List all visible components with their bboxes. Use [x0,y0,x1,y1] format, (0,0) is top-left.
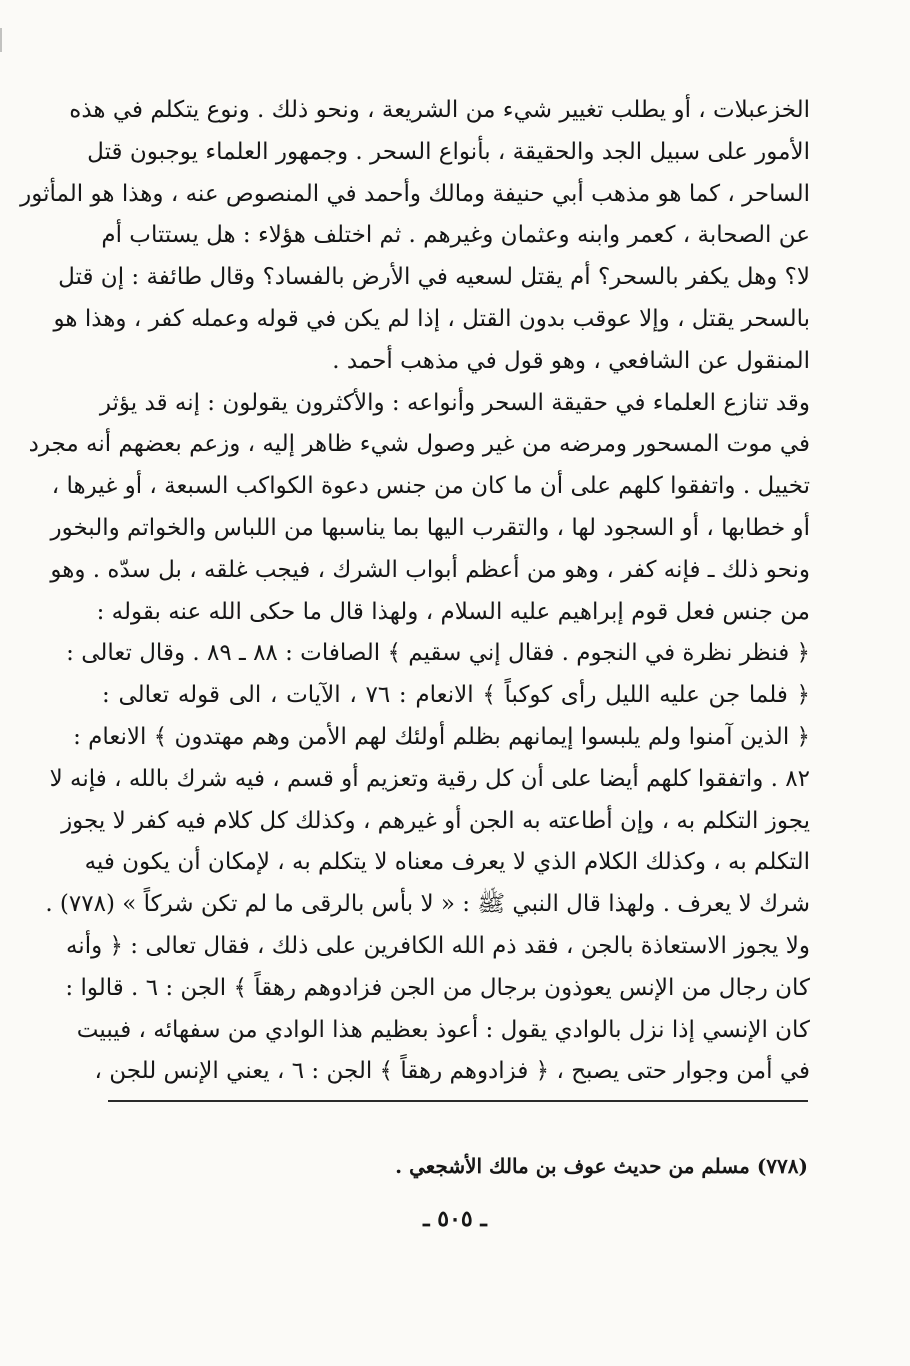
scan-edge-mark [0,28,22,52]
text-line-3: الساحر ، كما هو مذهب أبي حنيفة ومالك وأحمد في المنصوص عنه ، وهذا هو المأثور [20,180,810,207]
text-line-1: الخزعبلات ، أو يطلب تغيير شيء من الشريعة ، ونحو ذلك . ونوع يتكلم في هذه [69,97,810,123]
text-line-13: من جنس فعل قوم إبراهيم عليه السلام ، ولهذا قال ما حكى الله عنه بقوله : [96,598,810,625]
text-line-18: يجوز التكلم به ، وإن أطاعته به الجن أو غيرهم ، وكذلك كل كلام فيه كفر لا يجوز [61,807,810,834]
text-line-22: كان رجال من الإنس يعوذون برجال من الجن فزادوهم رهقاً ﴾ الجن : ٦ . قالوا : [65,974,810,1001]
text-line-23: كان الإنسي إذا نزل بالوادي يقول : أعوذ بعظيم هذا الوادي من سفهائه ، فيبيت [76,1016,810,1043]
text-line-11: أو خطابها ، أو السجود لها ، والتقرب اليها بما يناسبها من اللباس والخواتم والبخور [50,514,810,541]
text-line-15: ﴿ فلما جن عليه الليل رأى كوكباً ﴾ الانعام : ٧٦ ، الآيات ، الى قوله تعالى : [102,682,810,709]
text-line-19: التكلم به ، وكذلك الكلام الذي لا يعرف معناه لا يتكلم به ، لإمكان أن يكون فيه [84,849,810,876]
text-line-17: ٨٢ . واتفقوا كلهم أيضا على أن كل رقية وتعزيم أو قسم ، فيه شرك بالله ، فإنه لا [49,765,810,792]
text-line-6: بالسحر يقتل ، وإلا عوقب بدون القتل ، إذا لم يكن في قوله وعمله كفر ، وهذا هو [53,305,810,332]
text-line-10: تخييل . واتفقوا كلهم على أن ما كان من جنس دعوة الكواكب السبعة ، أو غيرها ، [51,473,810,500]
page-number: ـ ٥٠٥ ـ [423,1206,487,1232]
text-line-4: عن الصحابة ، كعمر وابنه وعثمان وغيرهم . ثم اختلف هؤلاء : هل يستتاب أم [101,222,810,249]
footnote-divider [108,1100,808,1102]
text-line-9: في موت المسحور ومرضه من غير وصول شيء ظاهر إليه ، وزعم بعضهم أنه مجرد [28,431,810,458]
text-line-16: ﴿ الذين آمنوا ولم يلبسوا إيمانهم بظلم أولئك لهم الأمن وهم مهتدون ﴾ الانعام : [73,723,810,750]
text-line-7: المنقول عن الشافعي ، وهو قول في مذهب أحمد . [332,347,810,374]
text-line-24: في أمن وجوار حتى يصبح ، ﴿ فزادوهم رهقاً ﴾ الجن : ٦ ، يعني الإنس للجن ، [94,1058,810,1085]
text-line-5: لا؟ وهل يكفر بالسحر؟ أم يقتل لسعيه في الأرض بالفساد؟ وقال طائفة : إن قتل [58,264,810,291]
text-line-20: شرك لا يعرف . ولهذا قال النبي ﷺ : « لا بأس بالرقى ما لم تكن شركاً » (٧٧٨) . [45,891,810,918]
text-line-8: وقد تنازع العلماء في حقيقة السحر وأنواعه : والأكثرون يقولون : إنه قد يؤثر [99,389,810,416]
text-line-2: الأمور على سبيل الجد والحقيقة ، بأنواع السحر . وجمهور العلماء يوجبون قتل [87,138,810,165]
text-line-12: ونحو ذلك ـ فإنه كفر ، وهو من أعظم أبواب الشرك ، فيجب غلقه ، بل سدّه . وهو [50,556,810,583]
main-text-block [20,90,810,1093]
text-line-14: ﴿ فنظر نظرة في النجوم . فقال إني سقيم ﴾ الصافات : ٨٨ ـ ٨٩ . وقال تعالى : [66,640,810,667]
text-line-21: ولا يجوز الاستعاذة بالجن ، فقد ذم الله الكافرين على ذلك ، فقال تعالى : ﴿ وأنه [65,932,810,959]
footnote: (٧٧٨) مسلم من حديث عوف بن مالك الأشجعي . [395,1154,808,1178]
